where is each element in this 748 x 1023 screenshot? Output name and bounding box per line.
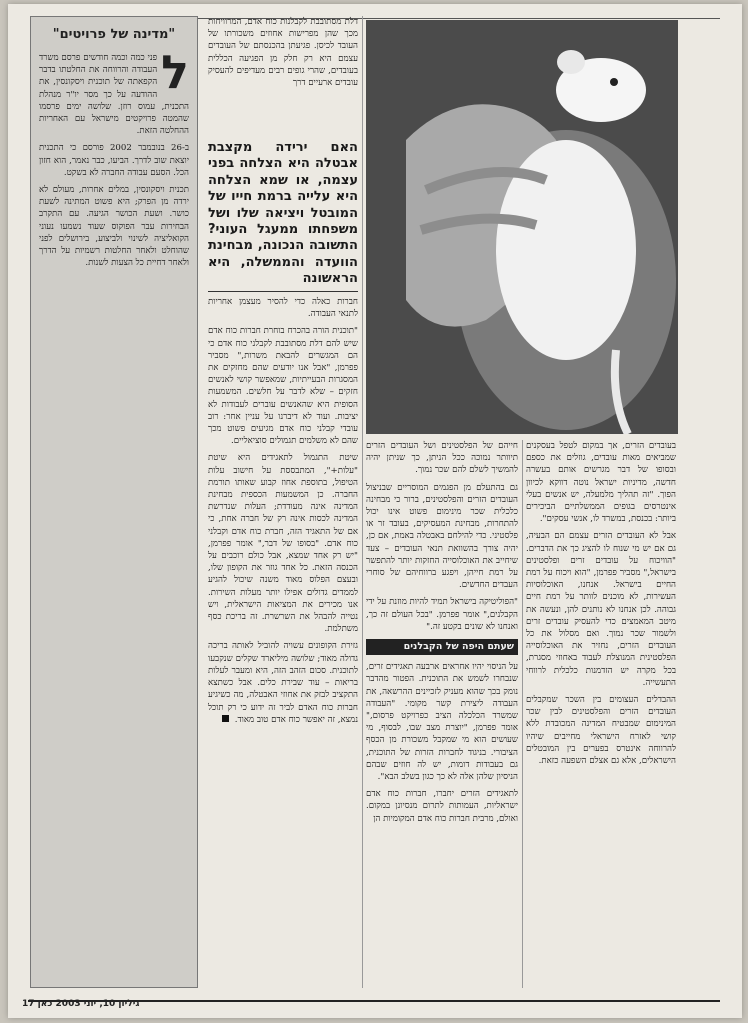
drop-cap: ל — [161, 45, 189, 99]
article-paragraph — [208, 640, 358, 725]
article-paragraph: גם בהתעלם מן הפגמים המוסריים שבניצול העובדים הזרים והפלסטינים, ברור כי מבחינה כלכלית שכר מינימום פשוט אינו יכול להתחרות, מבחינת המעסיקים, בעובד זר או פלסטיני. כדי להילחם באבטלה באמת, אם כן, יהיה צורך בהשוואת תנאי העובדים – צעד שיחייב את האוכלוסייה החזקות יותר להתפשר על רמת חייהן, ויפגע ברווחיהם של סוחרי העבדים החדשים. — [366, 482, 518, 591]
article-paragraph: דלת מסתובבת לקבלנות כוח אדם, המרוויחות מכך שהן מפרישות אחוזים משכורתו של העובד לכיסן. פגיעתן בהכנסתם של העובדים עצמם היא רק חלק מן הפגיעה הכללית בעובדים, שהרי גופים רבים מעדיפים להעסיק עובדים ארעיים דרך — [208, 17, 358, 89]
article-paragraph: "תוכנית הורה בהכרח בוחרת חברות כוח אדם שיש להם דלת מסתובבת לקבלני כוח אדם כי הם המגשרים להבאת משרות," מסביר פפרמן, "אבל אנו יודעים שהם מחזקים את המסגרות הבעייתיות, שמאפשר קושי לאנשים חזקים – שלא לדבר על חלשים. המשמעות הסופית היא שהאנשים עוברים לעבודות לא יציבות. ועוד לא דיברנו על עניין אחר: רוב עובדי קבלני כוח אדם מגיעים פשוט מכך שהם לא משלמים תגמולים סוציאליים. — [208, 326, 358, 447]
page-footer: גיליון 10, יוני 2003 כאן 17 — [22, 999, 140, 1009]
end-of-article-icon — [222, 715, 229, 722]
mouse-photo-illustration — [366, 20, 678, 434]
column-3 — [366, 440, 518, 988]
sidebar-title: "מדינה של פרויטים" — [52, 27, 176, 42]
photo-white-mouse-in-hand — [366, 20, 678, 434]
section-subheading: שעתם היפה של הקבלנים — [366, 639, 518, 655]
article-paragraph: על הניסוי יהיו אחראים ארבעה תאגידים זרים, שנבחרו לשמש את התוכנית. הפטור מהדבר נומק בכך שהוא מעניק לזכיינים ההרשאה, את העבודה ליצירת קשר מקומי. "העבודה שמשרד הכלכלה הציב כפרויקט פרסום," אומר פפרמן, "יוצרת מצב שבו, לבסוף, מי שעושים הוא מי שמקבל משכורת מן הכסף הציבורי. בניגוד לחברות הזרות של התוכנית, גם בעבודות דומות, יש לה חוזים שבהם הניסיון שלהן אלה לא כך כגון בשלב הבא". — [366, 662, 518, 783]
sidebar-box — [30, 16, 198, 988]
article-paragraph: בעובדים הזרים, אך במקום לטפל בעסקנים שמביאים מאות עובדים, גוזלים את כספם ובסופו של דבר מגרשים אותם בעשרה חדשה, מדיניות ישראל נוטה דווקא לכיוון הפוך. "זה תהליך מלמעלה, יש אנשים בעלי אינטרסים בגופים הממשלתיים הביכירים ביותר: בכנסת, במשרד לו, אנשי עסקים". — [526, 441, 676, 525]
article-paragraph-text: גזירת הקופונים עשויה להוביל לאותה בריכה גדולה מאוד; שלושה מיליארד שקלים שנקבעו לתוכנית. סכום הזהב הזה, היא ומעבר לעלות בריאות – עוד שבירת כלים. אבל כשתצא התקציב לבזק את אחוזי האבטלה, מה כשיגיע חברות כוח האדם לביר זה ידוע כי רק תוכל נמצא, זה יאפשר כוח אדם טוב מאוד. — [208, 641, 358, 725]
article-paragraph: "הפוליטיקה בישראל תמיד להיות מוזנת על ידי הקבלנים," אומר פפרמן. "בכל העולם זה כך, ואנחנו לא שונים בקטע זה." — [366, 597, 518, 632]
pull-quote: האם ירידה מקצבת אבטלה היא הצלחה בפני עצמה, או שמא הצלחה היא עלייה ברמת חייו של המובטל ויציאה שלו ושל משפחתו ממעגל העוני? התשובה הנכונה, מבחינת הוועדה והממשלה, היא הראשונה — [208, 140, 358, 292]
article-paragraph: ההבדלים העצומים בין השכר שמקבלים העובדים הזרים והפלסטינים לבין שכר המינימום שמבטיח המדינה המכובדת ללא קושי לאזרח הישראלי מחייבים שיהיו להרווחה אינטרס בפערים בין המובטלים הישראלים, אלא גם אצלם השפעה כזאת. — [526, 695, 676, 767]
column-4 — [526, 440, 676, 988]
sidebar-paragraph: תכנית ויסקונסין, במלים אחרות, מעולם לא ירדה מן הפרק; היא פשוט המתינה לשעת כושר. ושעת הכושר הגיעה. עם התקרב הבחירות עבר הפוקוס שעוד נשמעו נעוני הקואליציה לשינוי ולביצוע, בירושלים לפני שהוחלט ולאחר החלטות רשמיות על הדרך ולאחר דחיית כל הצעות לשנות. — [39, 185, 189, 269]
article-paragraph: אבל לא העובדים הזרים עצמם הם הבעיה, גם אם יש מי שנוח לו להציג כך את הדברים. "הוויכוח על עובדים זרים ופלסטינים בישראל," מסביר פפרמן, "הוא ויכוח על רמת החיים בישראל. אנחנו, האוכלוסיות העשירות, לא מוכנים לוותר על רמת חיים גבוהה. לכן אנחנו לא נותנים להן, ונעשה את מיטב המאמצים כדי להעסיק עובדים זרים ולשמור שכר נמוך. ואם מסלול את כל העובדים הזרים, נחזיר את האוכלוסייה הפלסטינית המנוצלת לעבוד באחוזי מסגרת, בכל מקרה יש הזדמנות כלכלית לרווחי התעשייה. — [526, 531, 676, 688]
article-paragraph: חייהם של הפלסטינים ושל העובדים הזרים תיוותר נמוכה ככל הניתן, כך שניתן יהיה להמשיך לשלם להם שכר נמוך. — [366, 441, 518, 476]
article-paragraph: שיטת התגמול לתאגידים היא שיטת "עלות+", המתבססת על חישוב עלות הטיפול, בתוספת אחוז קבוע שאותו תורמת החברה. כן המשמעות הכספית מבחינת המדינה אינה מעודדת; העלות שנדרשת המדינה לכסות אינה רק של חברה אחת, כי אם של התאגיד הזה, חברת כוח אדם וקבלני כוח אדם. "בסופו של דבר," אומר פפרמן, "יש רק אחד שמצא, אבל כולם רוכבים על הכנסה הזאת. כל אחד גוזר את הקופון שלו, ובעצם הפלוס מאוד משנה שיכול להגיע לממדים גדולים אפילו יותר מעלות השירות. אנו מכירים את המציאות הישראלית, ויש נטייה להבהל את השרשרת. זה בריכת כסף משתלמת. — [208, 453, 358, 635]
column-2 — [208, 296, 358, 988]
sidebar-paragraph: פני כמה וכמה חודשים פרסם משרד העבודה והרווחה את החלטתו בדבר הקפאתה של תוכנית ויסקונסין, את ההודעה על כך מסר יו"ר מנהלת התכנית, עמוס רוזן. שלושה ימים פרסמו שהמטה פרויקטים מישראל עם האחריות ההחלטה הזאת. — [39, 53, 189, 137]
sidebar-paragraph: ב-26 בנובמבר 2002 פורסם כי התכנית יוצאת שוב לדרך. הביעו, כבר נאמר, הוא חזון הכל. הסעם עבודה החברה לא בשקט. — [39, 143, 190, 178]
article-paragraph: חברות כאלה כדי להסיר מעצמן אחריות לתנאי העבודה. — [208, 297, 358, 320]
column-divider — [362, 16, 363, 988]
column-top-text — [208, 16, 358, 138]
article-paragraph: לתאגידים הזרים יחברו, חברות כוח אדם ישראליות, העמותות לתרום מנסיונן במקום. ואולם, מרבית חברות כוח אדם המקומיות הן — [366, 789, 518, 824]
column-divider — [522, 440, 523, 988]
